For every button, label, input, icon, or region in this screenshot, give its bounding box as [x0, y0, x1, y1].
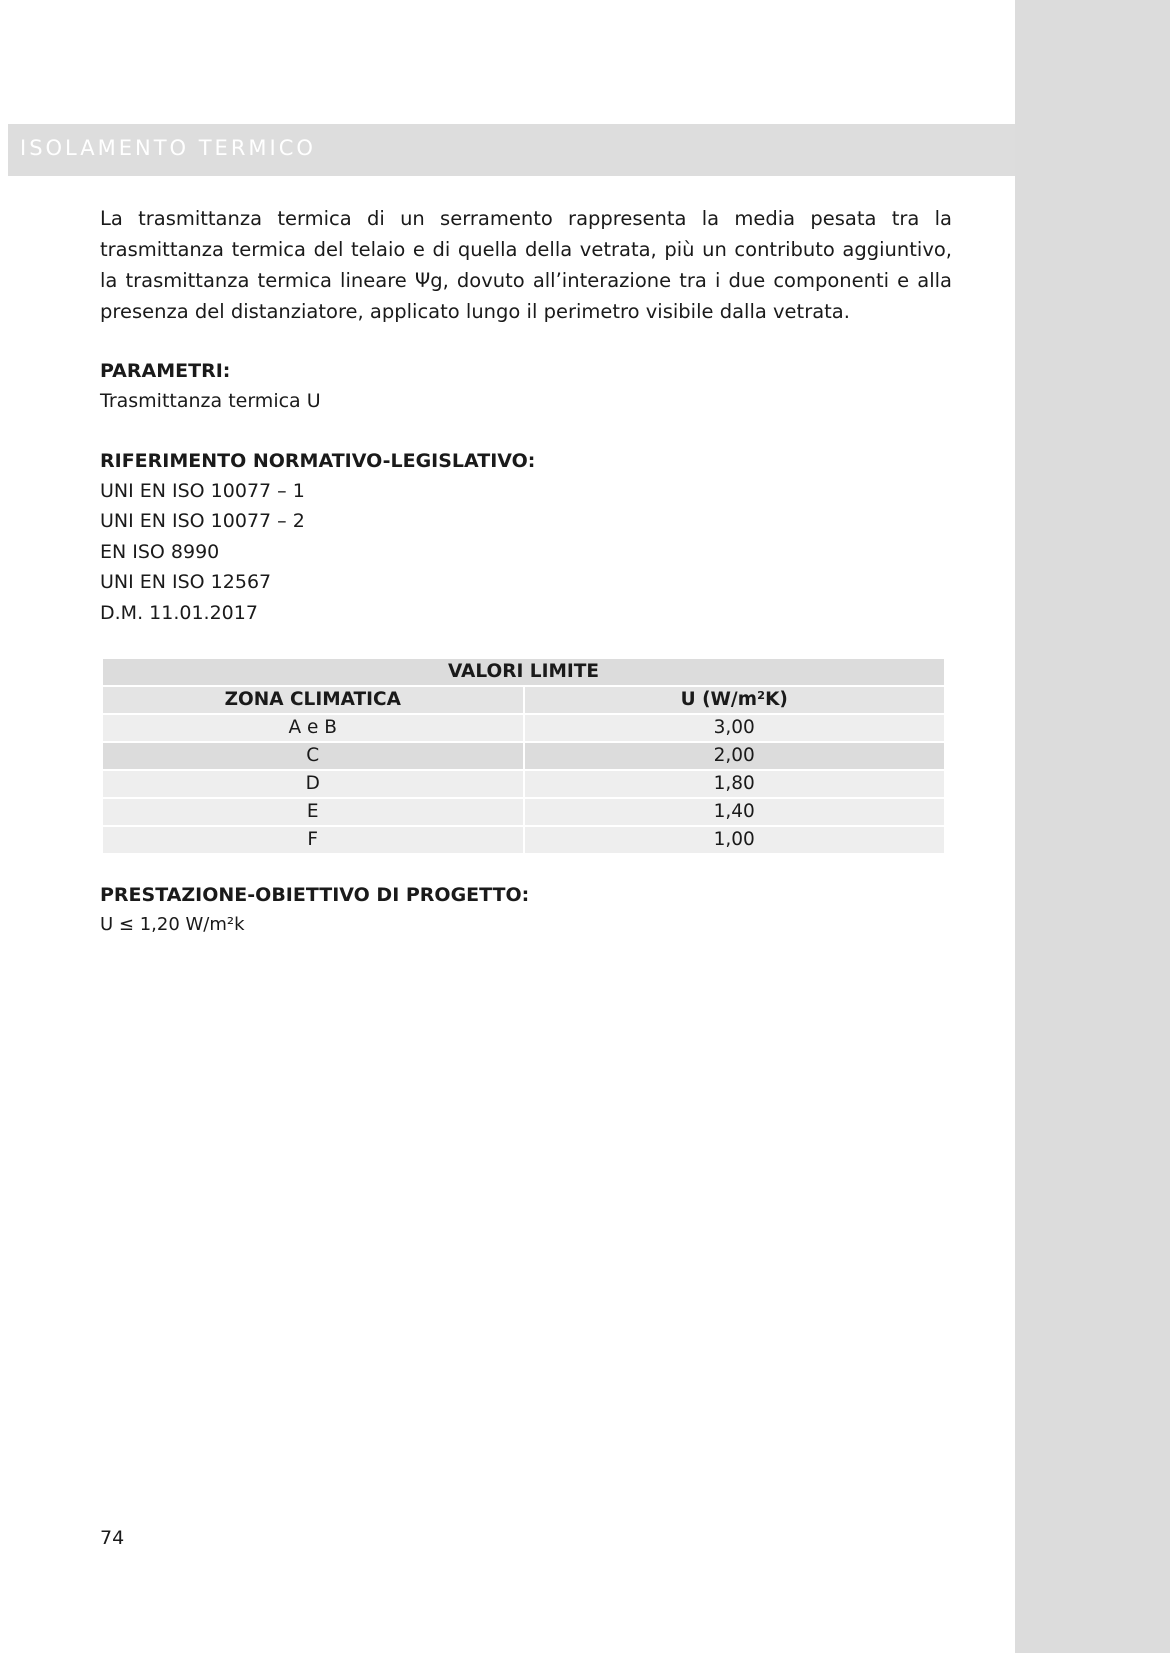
riferimento-item: UNI EN ISO 10077 – 1: [100, 479, 305, 502]
objective-heading: PRESTAZIONE-OBIETTIVO DI PROGETTO:: [100, 884, 530, 906]
zona-cell: F: [103, 827, 523, 853]
intro-paragraph: La trasmittanza termica di un serramento rappresenta la media pesata tra la trasmittanza termica del telaio e di quella della vetrata, più un contributo aggiuntivo, la trasmittanza termica lineare Ψg, dovuto all’interazione tra i due componenti e alla presenza del distanziatore, applicato lungo il perimetro visibile dalla vetrata.: [100, 207, 952, 323]
valori-limite-table: [101, 657, 946, 855]
riferimento-heading: RIFERIMENTO NORMATIVO-LEGISLATIVO:: [100, 449, 536, 472]
u-value-cell: 3,00: [525, 715, 945, 741]
zona-cell: A e B: [103, 715, 523, 741]
objective-section: [100, 880, 952, 940]
main-content: [100, 203, 952, 628]
riferimento-item: UNI EN ISO 10077 – 2: [100, 510, 305, 532]
parametri-value: Trasmittanza termica U: [100, 390, 321, 412]
side-margin-band: [1015, 0, 1170, 1653]
parametri-section: [100, 356, 952, 417]
table-row: [103, 715, 944, 741]
section-title: ISOLAMENTO TERMICO: [20, 136, 316, 160]
u-value-cell: 2,00: [525, 743, 945, 769]
section-header-bar: [8, 124, 1015, 176]
table-header-row: [103, 687, 944, 713]
u-value-cell: 1,80: [525, 771, 945, 797]
column-header-u: U (W/m²K): [525, 687, 945, 713]
table-row: [103, 743, 944, 769]
riferimento-item: EN ISO 8990: [100, 540, 220, 563]
column-header-zona: ZONA CLIMATICA: [103, 687, 523, 713]
table-row: [103, 827, 944, 853]
parametri-heading: PARAMETRI:: [100, 360, 231, 382]
table-title: VALORI LIMITE: [103, 659, 944, 685]
u-value-cell: 1,00: [525, 827, 945, 853]
table-title-row: [103, 659, 944, 685]
u-value-cell: 1,40: [525, 799, 945, 825]
table-row: [103, 771, 944, 797]
table-row: [103, 799, 944, 825]
zona-cell: C: [103, 743, 523, 769]
page-number: 74: [100, 1527, 125, 1549]
objective-value: U ≤ 1,20 W/m²k: [100, 914, 245, 935]
riferimento-item: D.M. 11.01.2017: [100, 601, 258, 624]
riferimento-item: UNI EN ISO 12567: [100, 571, 272, 593]
zona-cell: D: [103, 771, 523, 797]
zona-cell: E: [103, 799, 523, 825]
riferimento-section: [100, 446, 952, 629]
